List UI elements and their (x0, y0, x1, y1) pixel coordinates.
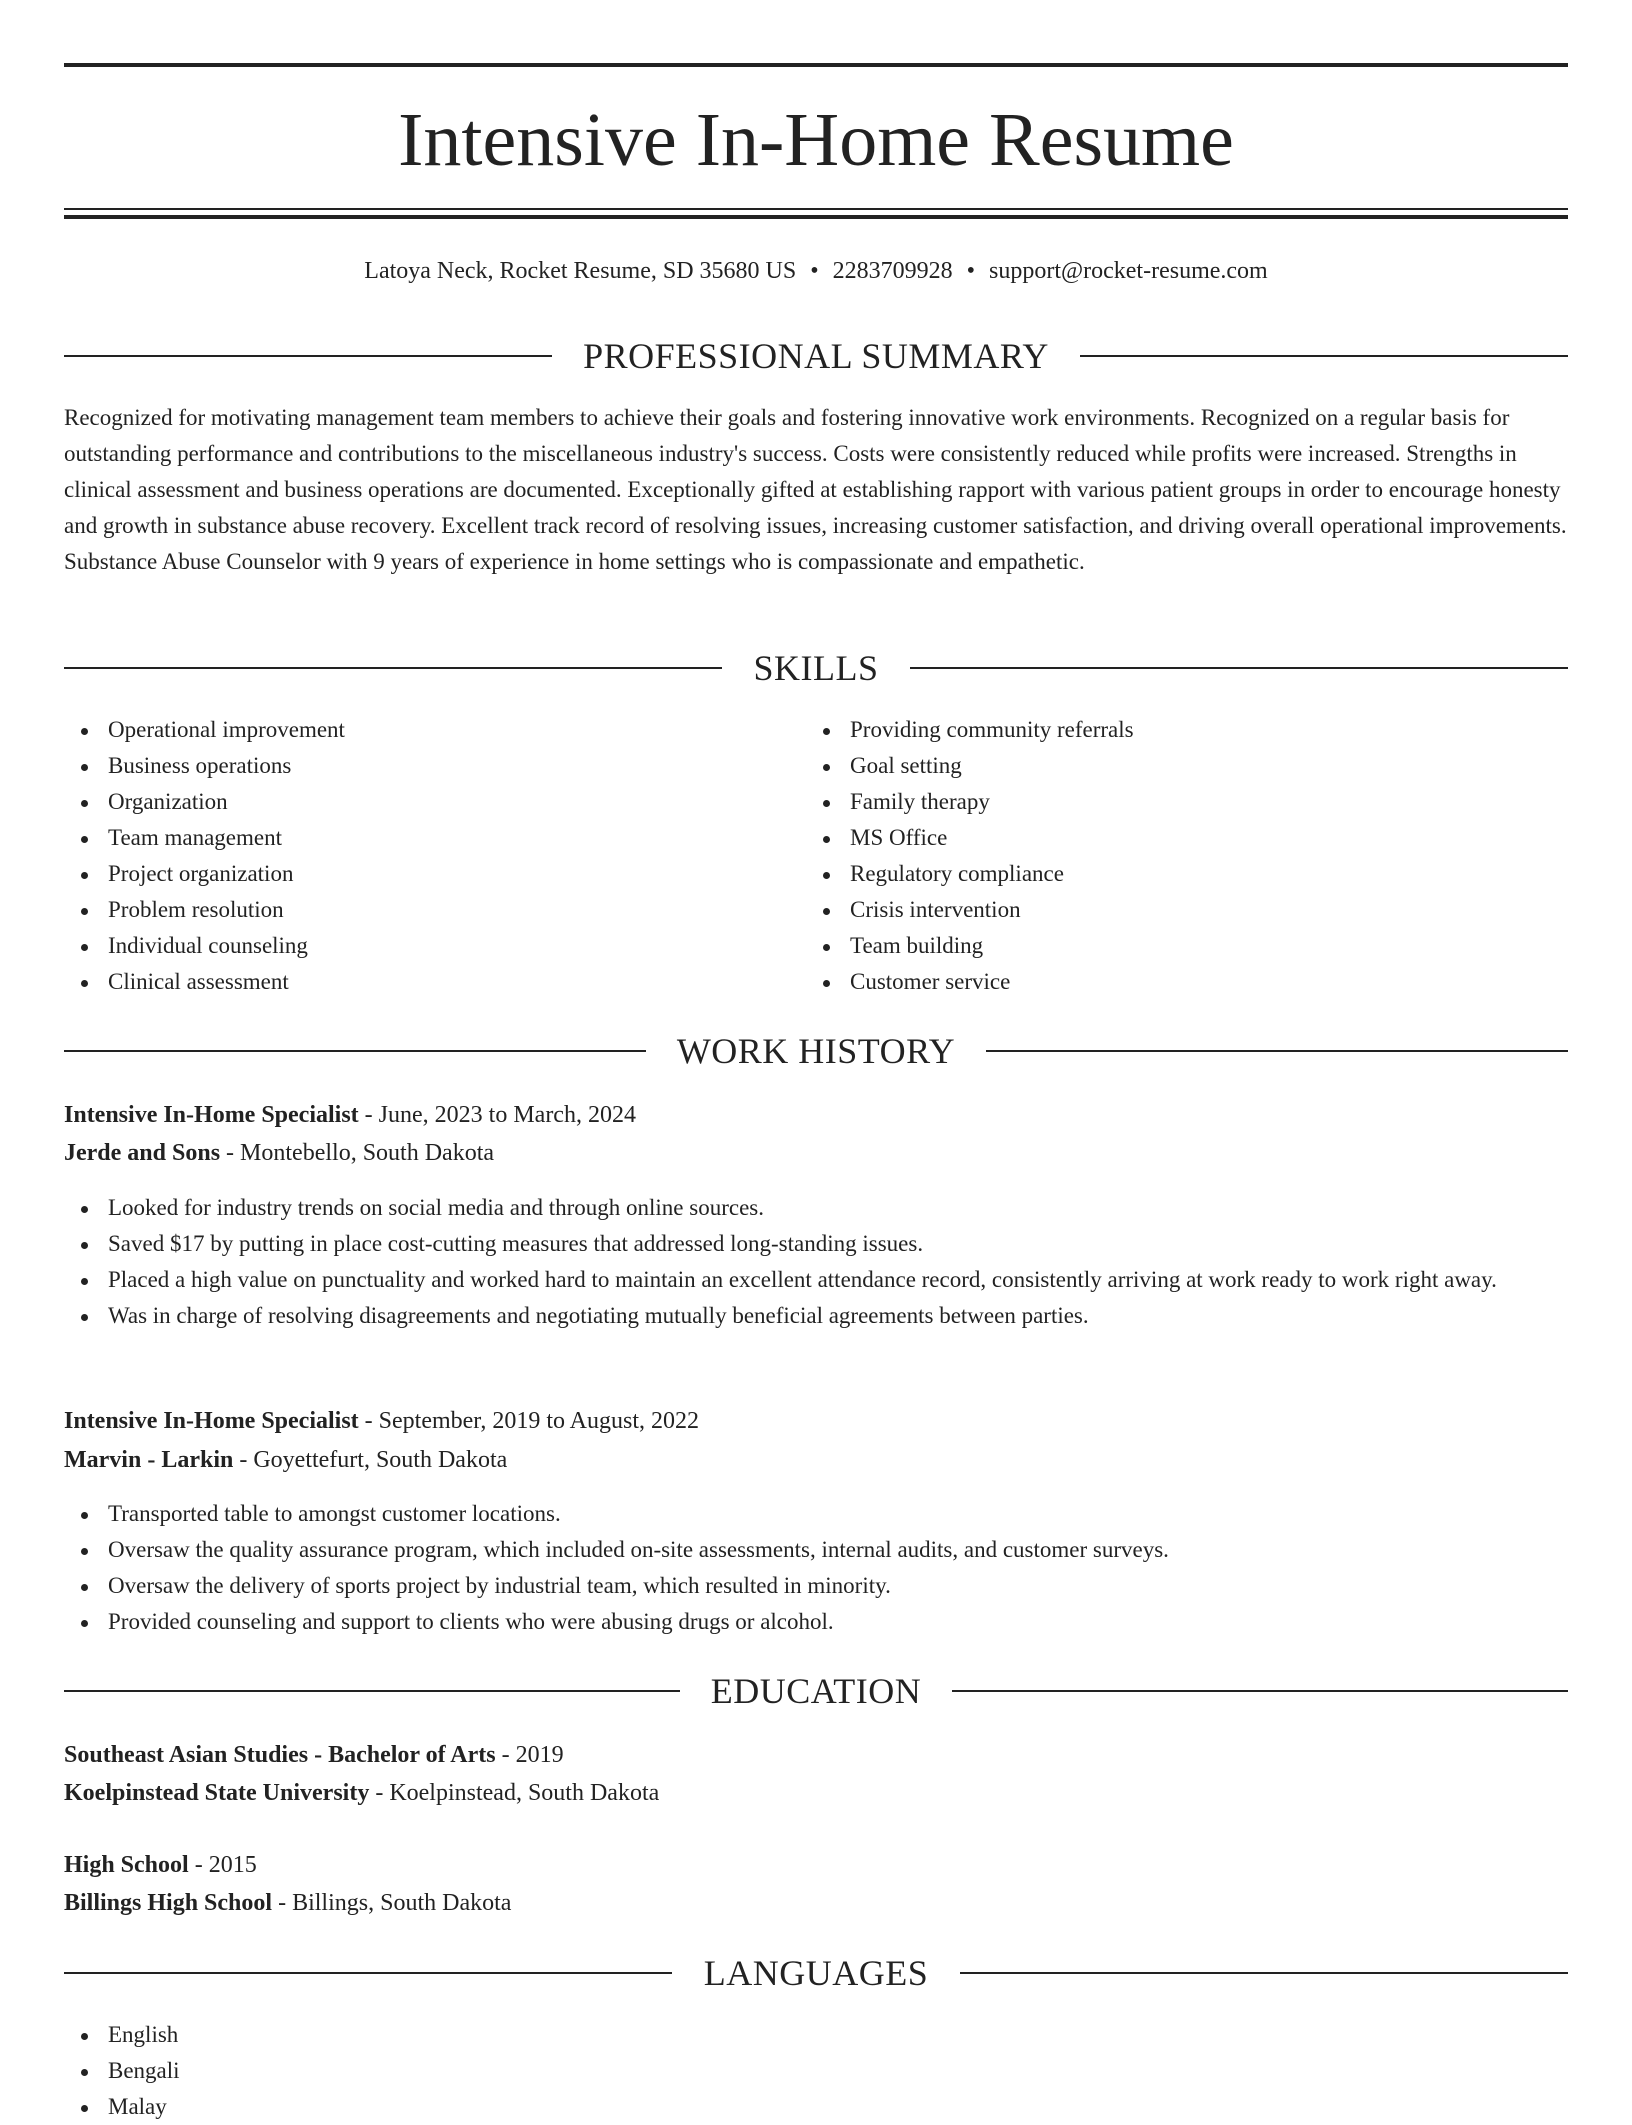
education-school-line (64, 1775, 1568, 1811)
job-bullet: Provided counseling and support to clients who were abusing drugs or alcohol. (64, 1604, 1568, 1640)
section-title-summary: PROFESSIONAL SUMMARY (583, 336, 1049, 376)
skill-item: Problem resolution (64, 892, 806, 928)
languages-list (64, 2017, 806, 2125)
skills-list-left (64, 712, 806, 1000)
title-rule-lower (64, 215, 1568, 219)
skill-item: Clinical assessment (64, 964, 806, 1000)
skill-item: Individual counseling (64, 928, 806, 964)
job-bullet: Looked for industry trends on social media and through online sources. (64, 1190, 1568, 1226)
skill-item: Organization (64, 784, 806, 820)
section-header-work-history (64, 1029, 1568, 1073)
contact-separator: • (966, 258, 976, 284)
job-company-line (64, 1442, 1568, 1478)
job-company: Jerde and Sons (64, 1140, 221, 1166)
education-degree-line (64, 1737, 1568, 1773)
contact-separator: • (810, 258, 819, 284)
education-degree: High School (64, 1852, 189, 1878)
skill-item: Customer service (806, 964, 1568, 1000)
summary-text: Recognized for motivating management team members to achieve their goals and fostering innovative work environments. Recognized on a regular basis for outstanding performance and contributions to the miscellaneous industry's success. Costs were consistently reduced while profits were increased. Strengths in clinical assessment and business operations are documented. Exceptionally gifted at establishing rapport with various patient groups in order to encourage honesty and growth in substance abuse recovery. Excellent track record of resolving issues, increasing customer satisfaction, and driving overall operational improvements. Substance Abuse Counselor with 9 years of experience in home settings who is compassionate and empathetic. (64, 405, 1567, 574)
education-school-line (64, 1885, 1568, 1921)
skill-item: Goal setting (806, 748, 1568, 784)
job-title: Intensive In-Home Specialist (64, 1408, 359, 1434)
title-rule-upper (64, 208, 1568, 210)
job-company-line (64, 1135, 1568, 1171)
language-item: Bengali (64, 2053, 806, 2089)
job-company: Marvin - Larkin (64, 1447, 234, 1473)
top-rule (64, 63, 1568, 67)
section-header-skills (64, 646, 1568, 690)
skill-item: Providing community referrals (806, 712, 1568, 748)
job-bullet: Was in charge of resolving disagreements and negotiating mutually beneficial agreements between parties. (64, 1298, 1568, 1334)
section-header-languages (64, 1951, 1568, 1995)
education-degree-line (64, 1847, 1568, 1883)
job-dates: - September, 2019 to August, 2022 (358, 1408, 700, 1434)
language-item: English (64, 2017, 806, 2053)
skill-item: Regulatory compliance (806, 856, 1568, 892)
job-bullet: Placed a high value on punctuality and worked hard to maintain an excellent attendance record, consistently arriving at work ready to work right away. (64, 1262, 1568, 1298)
job-title-line (64, 1097, 1568, 1133)
section-title-work-history: WORK HISTORY (676, 1031, 956, 1071)
contact-phone: 2283709928 (832, 258, 953, 284)
skill-item: Team building (806, 928, 1568, 964)
education-year: - 2015 (188, 1852, 257, 1878)
section-title-languages: LANGUAGES (703, 1953, 929, 1993)
job-bullet: Transported table to amongst customer locations. (64, 1496, 1568, 1532)
education-location: - Billings, South Dakota (272, 1890, 512, 1916)
job-bullets (64, 1496, 1568, 1640)
job-title-line (64, 1403, 1568, 1439)
skill-item: Family therapy (806, 784, 1568, 820)
skill-item: Crisis intervention (806, 892, 1568, 928)
education-location: - Koelpinstead, South Dakota (369, 1780, 660, 1806)
education-year: - 2019 (495, 1742, 564, 1768)
job-bullet: Oversaw the delivery of sports project by industrial team, which resulted in minority. (64, 1568, 1568, 1604)
skill-item: Business operations (64, 748, 806, 784)
education-school: Koelpinstead State University (64, 1780, 370, 1806)
job-location: - Montebello, South Dakota (220, 1140, 495, 1166)
section-header-education (64, 1669, 1568, 1713)
skills-list-right (806, 712, 1568, 1000)
section-header-summary (64, 334, 1568, 378)
contact-line (64, 254, 1568, 288)
job-bullets (64, 1190, 1568, 1334)
contact-email: support@rocket-resume.com (989, 258, 1268, 284)
language-item: Malay (64, 2089, 806, 2125)
skill-item: Operational improvement (64, 712, 806, 748)
skill-item: Project organization (64, 856, 806, 892)
resume-title: Intensive In-Home Resume (398, 98, 1234, 182)
contact-address: Latoya Neck, Rocket Resume, SD 35680 US (364, 258, 797, 284)
education-degree: Southeast Asian Studies - Bachelor of Arts (64, 1742, 496, 1768)
job-bullet: Oversaw the quality assurance program, which included on-site assessments, internal audits, and customer surveys. (64, 1532, 1568, 1568)
job-bullet: Saved $17 by putting in place cost-cutting measures that addressed long-standing issues. (64, 1226, 1568, 1262)
education-school: Billings High School (64, 1890, 273, 1916)
job-location: - Goyettefurt, South Dakota (233, 1447, 508, 1473)
section-title-skills: SKILLS (753, 648, 879, 688)
skill-item: MS Office (806, 820, 1568, 856)
skill-item: Team management (64, 820, 806, 856)
section-title-education: EDUCATION (710, 1671, 922, 1711)
job-dates: - June, 2023 to March, 2024 (358, 1102, 636, 1128)
job-title: Intensive In-Home Specialist (64, 1102, 359, 1128)
